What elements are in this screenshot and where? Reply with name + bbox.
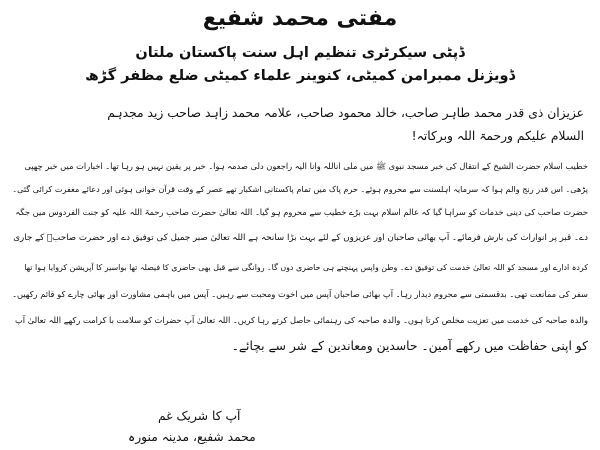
salutation-addressees: عزیزان ذی قدر محمد طاہر صاحب، خالد محمود صاحب، علامہ محمد زاہد صاحب زید مجدہم xyxy=(107,106,584,120)
body-line: پڑھی۔ اس قدر رنج والم ہوا کہ سرمایہ اہلسنت سے محروم ہوئے۔ حرم پاک میں تمام پاکستانی اشکبار تھے عصر کے وقت قرآن خوانی ہوئی اور دعائے مغفرت کرائی گئی۔ xyxy=(12,184,588,194)
letterhead-subtitle-1: ڈپٹی سیکرٹری تنظیم اہل سنت پاکستان ملتان xyxy=(135,45,465,61)
body-line: حضرت صاحب کی دینی خدمات کو سراہا گیا کہ عالم اسلام بہت بڑے خطیب سے محروم ہو گیا۔ اللہ تعالیٰ حضرت صاحب رحمۃ اللہ علیہ کو جنت الفردوس میں جگہ xyxy=(15,207,588,217)
body-line: سفر کی ممانعت تھی۔ بدقسمتی سے محروم دیدار رہا۔ آپ بھائی صاحبان آپس میں اخوت ومحبت سے رہیں۔ آپس میں باہمی مشاورت اور بھائی چارے کو قائم رکھیں۔ xyxy=(12,289,588,299)
body-line: کردہ ادارے اور مسجد کو اللہ تعالیٰ خدمت کی توفیق دے۔ وطن واپس پہنچتے ہی حاضری دوں گا۔ روانگی سے قبل بھی حاضری کا فیصلہ تھا بواسیر کا آپریشن کروایا ہوا تھا xyxy=(24,263,588,272)
signature-closing: آپ کا شریک غم xyxy=(158,409,241,423)
body-line: خطیب اسلام حضرت الشیخ کے انتقال کی خبر مسجد نبوی ﷺ میں ملی اناللہ وانا الیہ راجعون دلی صدمہ ہوا۔ خبر پر یقین نہیں ہو رہا تھا۔ اخبارات میں خبر چھپی xyxy=(24,161,588,171)
salutation-greeting: السلام علیکم ورحمۃ اللہ وبرکاتہ! xyxy=(411,129,584,143)
signature-name: محمد شفیع، مدینہ منورہ xyxy=(128,430,256,444)
body-line: دے۔ قبر پر انوارات کی بارش فرمائے۔ آپ بھائی صاحبان اور عزیزوں کے لئے بہت بڑا سانحہ ہے اللہ تعالیٰ صبر جمیل کی توفیق دے اور حضرت صاحبؒ کے جاری xyxy=(13,233,588,243)
letterhead-title: مفتی محمد شفیع xyxy=(202,6,398,31)
letterhead-subtitle-2: ڈویژنل ممبرامن کمیٹی، کنوینر علماء کمیٹی ضلع مظفر گڑھ xyxy=(85,68,515,84)
body-line: والدہ صاحبہ کی خدمت میں تعزیت مخلص کرتا ہوں۔ والدہ صاحبہ کی رہنمائی حاصل کرتے رہا کریں۔ اللہ تعالیٰ آپ حضرات کو سلامت با کرامت رکھے اللہ تعالیٰ آپ xyxy=(14,315,588,325)
body-line: کو اپنی حفاظت میں رکھے آمین۔ حاسدین ومعاندین کے شر سے بچائے۔ xyxy=(231,339,588,353)
